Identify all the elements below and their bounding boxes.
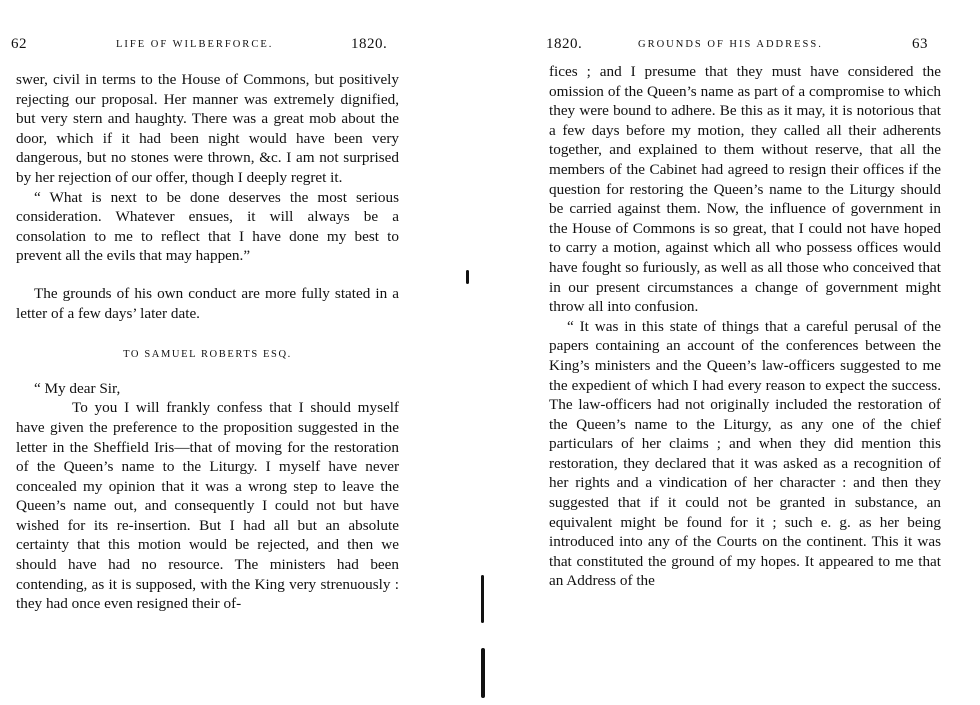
left-page <box>0 0 470 705</box>
paragraph: swer, civil in terms to the House of Commons, but positively rejecting our proposal. Her manner was extremely dignified, but very stern and haughty. There was a great mob about the door, which if it had been night would have been very dangerous, but no stones were thrown, &c. I am not surprised by her rejection of our offer, though I deeply regret it. <box>16 71 399 186</box>
running-title: LIFE OF WILBERFORCE. <box>116 39 274 50</box>
letter-paragraph: To you I will frankly confess that I should myself have given the preference to the proposition suggested in the letter in the Sheffield Iris—that of moving for the restoration of the Queen’s name to the Liturgy. I myself have never concealed my opinion that it was a wrong step to leave the Queen’s name out, and consequently I could not but have wished for its re-insertion. But I had all but an absolute certainty that this motion would be rejected, and then we should have had no resource. The ministers had been contending, as it is supposed, with the King very strenuously : they had once even resigned their of- <box>16 399 399 613</box>
right-page-body <box>549 62 941 591</box>
left-page-body <box>16 70 399 614</box>
page-number: 63 <box>912 36 928 52</box>
paragraph: “ What is next to be done deserves the most serious consideration. Whatever ensues, it will always be a consolation to me to reflect that I have done my best to prevent all the evils that may happen.” <box>16 188 399 265</box>
letter-heading: TO SAMUEL ROBERTS ESQ. <box>123 349 292 361</box>
running-title: GROUNDS OF HIS ADDRESS. <box>638 39 823 50</box>
header-year: 1820. <box>351 36 388 52</box>
paragraph: The grounds of his own conduct are more fully stated in a letter of a few days’ later date. <box>16 284 399 322</box>
header-year: 1820. <box>546 36 583 52</box>
page-number: 62 <box>11 36 27 52</box>
gutter-shadow <box>481 575 484 623</box>
gutter-shadow <box>466 270 469 284</box>
left-page-header <box>0 36 470 56</box>
letter-salutation: “ My dear Sir, <box>34 379 121 397</box>
right-page-header <box>510 36 980 56</box>
right-page <box>510 0 980 705</box>
paragraph: fices ; and I presume that they must have considered the omission of the Queen’s name as part of a compromise to which they were bound to adhere. Be this as it may, it is notorious that a few days before my motion, they called all their adherents together, and explained to them without reserve, that all the members of the Cabinet had agreed to resign their offices if the question for restoring the Queen’s name to the Liturgy should be carried against them. Now, the influence of government in the House of Commons is so great, that I could not have hoped to carry a motion, against which all who possess offices would have fought so furiously, as well as all those who conceived that in our present circumstances a change of government might throw all into confusion. <box>549 63 941 316</box>
gutter-shadow <box>481 648 485 698</box>
paragraph: “ It was in this state of things that a careful perusal of the papers containing an account of the conferences between the King’s ministers and the Queen’s law-officers suggested to me the expedient of which I had every reason to expect the success. The law-officers had not originally included the restoration of the Queen’s name to the Liturgy, as any one of the chief particulars of her claims ; and when they did mention this restoration, they declared that it was asked as a recognition of her rights and a vindication of her character : and then they suggested that if it could not be granted in substance, an equivalent might be found for it ; such e. g. as her being introduced into any of the Courts on the continent. This it was that constituted the ground of my hopes. It appeared to me that an Address of the <box>549 317 941 590</box>
